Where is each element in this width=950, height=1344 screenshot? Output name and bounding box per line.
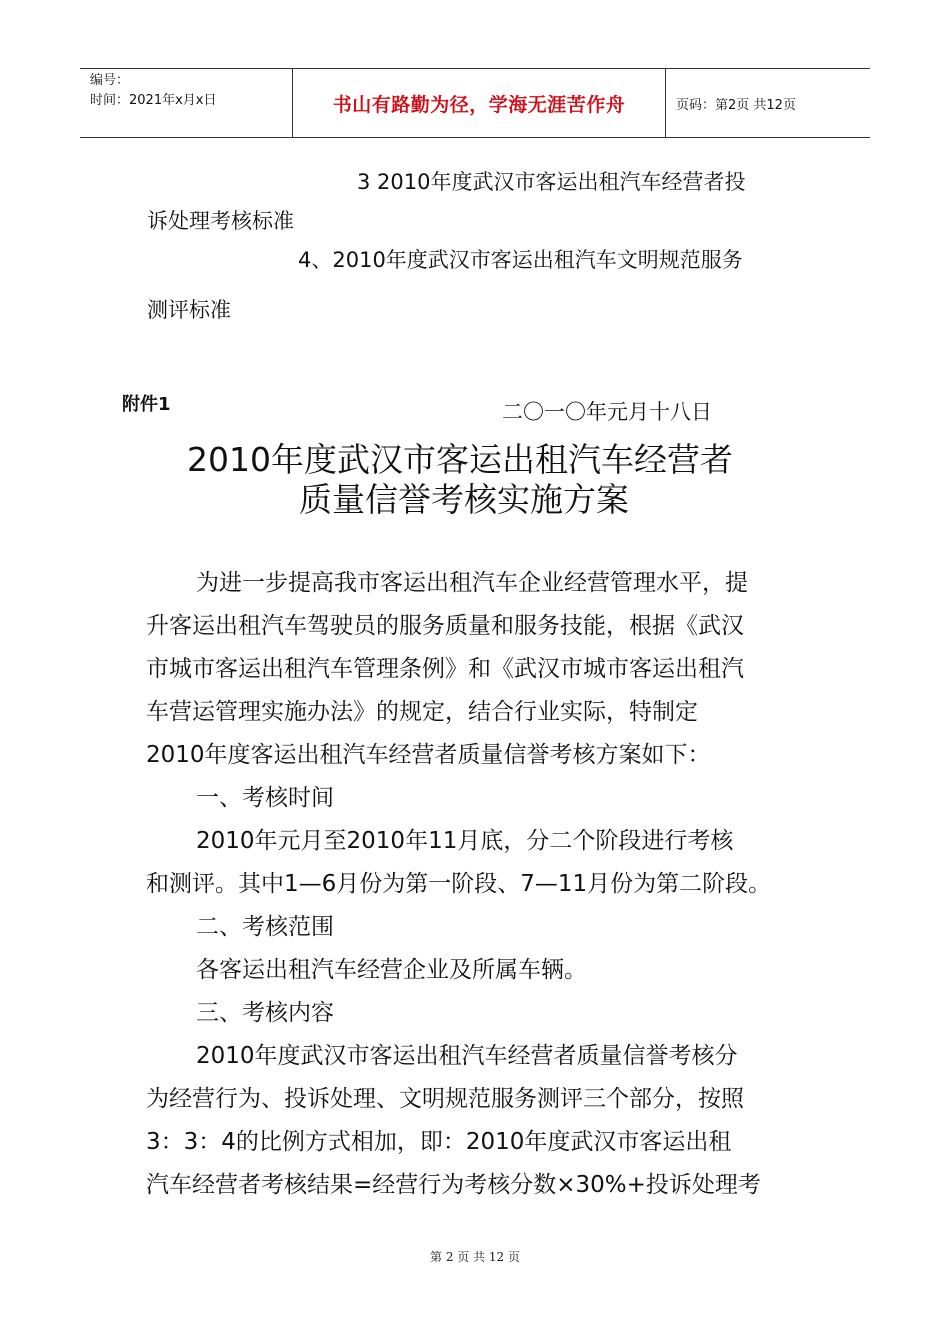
- paragraph-1-line5: 2010年度客运出租汽车经营者质量信誉考核方案如下：: [146, 742, 711, 768]
- paragraph-3-line1: 各客运出租汽车经营企业及所属车辆。: [196, 957, 587, 983]
- list-item-3-line2: 诉处理考核标准: [147, 209, 294, 233]
- time-label: 时间：2021年x月x日: [90, 93, 217, 108]
- paragraph-2-line1: 2010年元月至2010年11月底，分二个阶段进行考核: [196, 828, 734, 854]
- paragraph-1-line1: 为进一步提高我市客运出租汽车企业经营管理水平，提: [196, 570, 748, 596]
- paragraph-1-line2: 升客运出租汽车驾驶员的服务质量和服务技能，根据《武汉: [146, 613, 744, 639]
- paragraph-1-line4: 车营运管理实施办法》的规定，结合行业实际，特制定: [146, 699, 698, 725]
- page-footer: 第 2 页 共 12 页: [430, 1250, 520, 1264]
- paragraph-4-line4: 汽车经营者考核结果=经营行为考核分数×30%+投诉处理考: [146, 1172, 761, 1198]
- attachment-label: 附件1: [122, 394, 171, 415]
- section-heading-3: 三、考核内容: [196, 1000, 334, 1026]
- paragraph-4-line2: 为经营行为、投诉处理、文明规范服务测评三个部分，按照: [146, 1086, 744, 1112]
- page-label: 页码：第2页 共12页: [676, 97, 796, 113]
- page-header: [80, 68, 870, 138]
- document-date: 二〇一〇年元月十八日: [502, 400, 712, 424]
- paragraph-4-line3: 3：3：4的比例方式相加，即：2010年度武汉市客运出租: [146, 1129, 732, 1155]
- number-label: 编号：: [90, 73, 130, 88]
- header-page-cell: [666, 69, 870, 137]
- list-item-4-line2: 测评标准: [147, 298, 231, 322]
- title-line2: 质量信誉考核实施方案: [299, 480, 629, 519]
- header-meta: [80, 69, 293, 137]
- list-item-4-line1: 4、2010年度武汉市客运出租汽车文明规范服务: [298, 248, 743, 272]
- title-line1: 2010年度武汉市客运出租汽车经营者: [187, 440, 733, 479]
- paragraph-4-line1: 2010年度武汉市客运出租汽车经营者质量信誉考核分: [196, 1043, 738, 1069]
- header-motto-cell: [293, 69, 666, 137]
- motto: 书山有路勤为径，学海无涯苦作舟: [332, 93, 626, 116]
- paragraph-1-line3: 市城市客运出租汽车管理条例》和《武汉市城市客运出租汽: [146, 656, 744, 682]
- section-heading-1: 一、考核时间: [196, 785, 334, 811]
- paragraph-2-line2: 和测评。其中1—6月份为第一阶段、7—11月份为第二阶段。: [146, 871, 772, 897]
- section-heading-2: 二、考核范围: [196, 914, 334, 940]
- list-item-3-line1: 3 2010年度武汉市客运出租汽车经营者投: [357, 170, 746, 194]
